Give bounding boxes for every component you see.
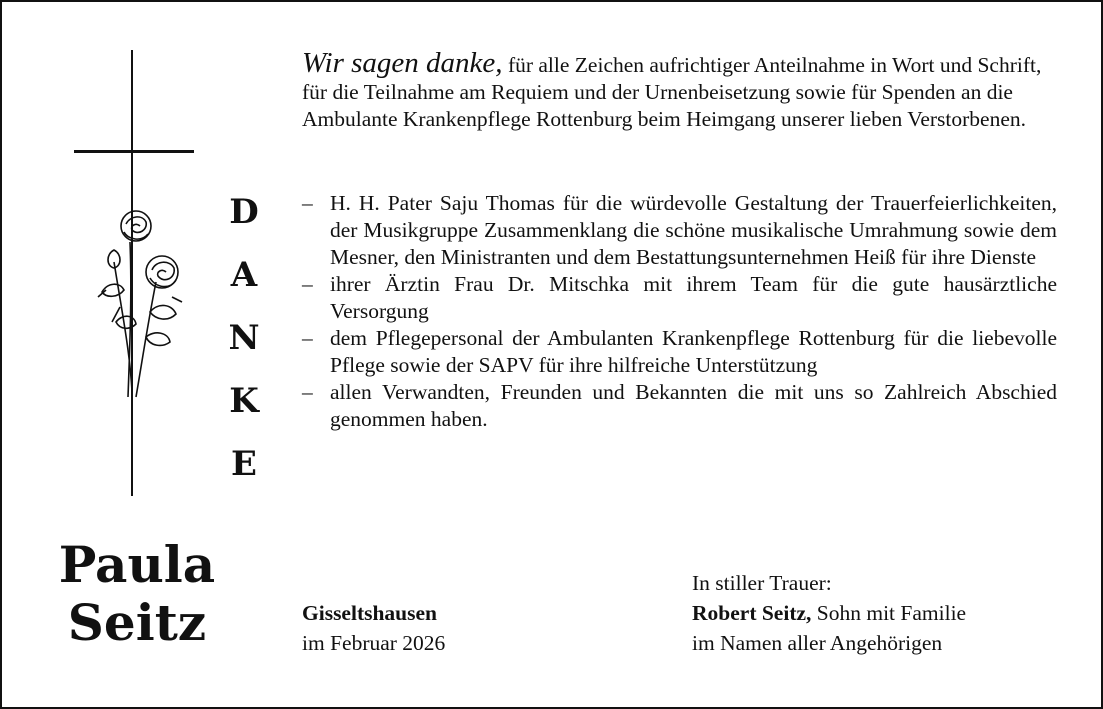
danke-vertical <box>224 192 264 507</box>
list-item-text: dem Pflegepersonal der Ambulanten Krankenpflege Rottenburg für die liebevolle Pflege sowie der SAPV für ihre hilfreiche Unterstützung <box>330 326 1057 377</box>
intro-text: für alle Zeichen aufrichtiger Anteilnahme in Wort und Schrift, für die Teilnahme am Requiem und der Urnenbeisetzung sowie für Spenden an die Ambulante Krankenpflege Rottenburg beim Heimgang unserer lieben Verstorbenen. <box>302 53 1042 131</box>
danke-letter: D <box>229 192 259 232</box>
list-dash: – <box>302 326 313 350</box>
danke-letter: E <box>231 444 257 484</box>
signature-name: Robert Seitz, <box>692 601 812 625</box>
list-dash: – <box>302 272 313 296</box>
danke-letter: A <box>230 255 258 295</box>
list-dash: – <box>302 380 313 404</box>
first-name: Paula <box>58 535 216 594</box>
intro-paragraph <box>302 47 1057 133</box>
roses-icon <box>92 202 192 402</box>
list-item <box>302 379 1057 433</box>
cross-bar <box>74 150 194 153</box>
signature-relation: Sohn mit Familie <box>811 601 967 625</box>
list-item-text: ihrer Ärztin Frau Dr. Mitschka mit ihrem Team für die gute hausärztliche Versorgung <box>330 272 1057 323</box>
last-name: Seitz <box>67 593 207 652</box>
list-item-text: allen Verwandten, Freunden und Bekannten die mit uns so Zahlreich Abschied genommen haben. <box>330 380 1057 431</box>
list-item <box>302 190 1057 271</box>
list-item <box>302 271 1057 325</box>
intro-lead: Wir sagen danke, <box>302 47 503 79</box>
deceased-name <box>42 536 232 652</box>
signature-block <box>692 568 966 658</box>
list-item <box>302 325 1057 379</box>
signature-line1 <box>692 598 966 628</box>
thanks-list <box>302 190 1057 433</box>
danke-letter: K <box>229 381 259 421</box>
danke-letter: N <box>228 318 260 358</box>
place-date <box>302 598 445 658</box>
place-date-text: im Februar 2026 <box>302 631 446 655</box>
signature-heading: In stiller Trauer: <box>692 571 832 595</box>
list-item-text: H. H. Pater Saju Thomas für die würdevolle Gestaltung der Trauerfeierlichkeiten, der Musikgruppe Zusammenklang die schöne musikalische Umrahmung sowie dem Mesner, den Ministranten und dem Bestattungsunternehmen Heiß für ihre Dienste <box>330 191 1057 269</box>
place-town: Gisseltshausen <box>302 601 438 625</box>
list-dash: – <box>302 191 313 215</box>
signature-line2: im Namen aller Angehörigen <box>692 631 943 655</box>
